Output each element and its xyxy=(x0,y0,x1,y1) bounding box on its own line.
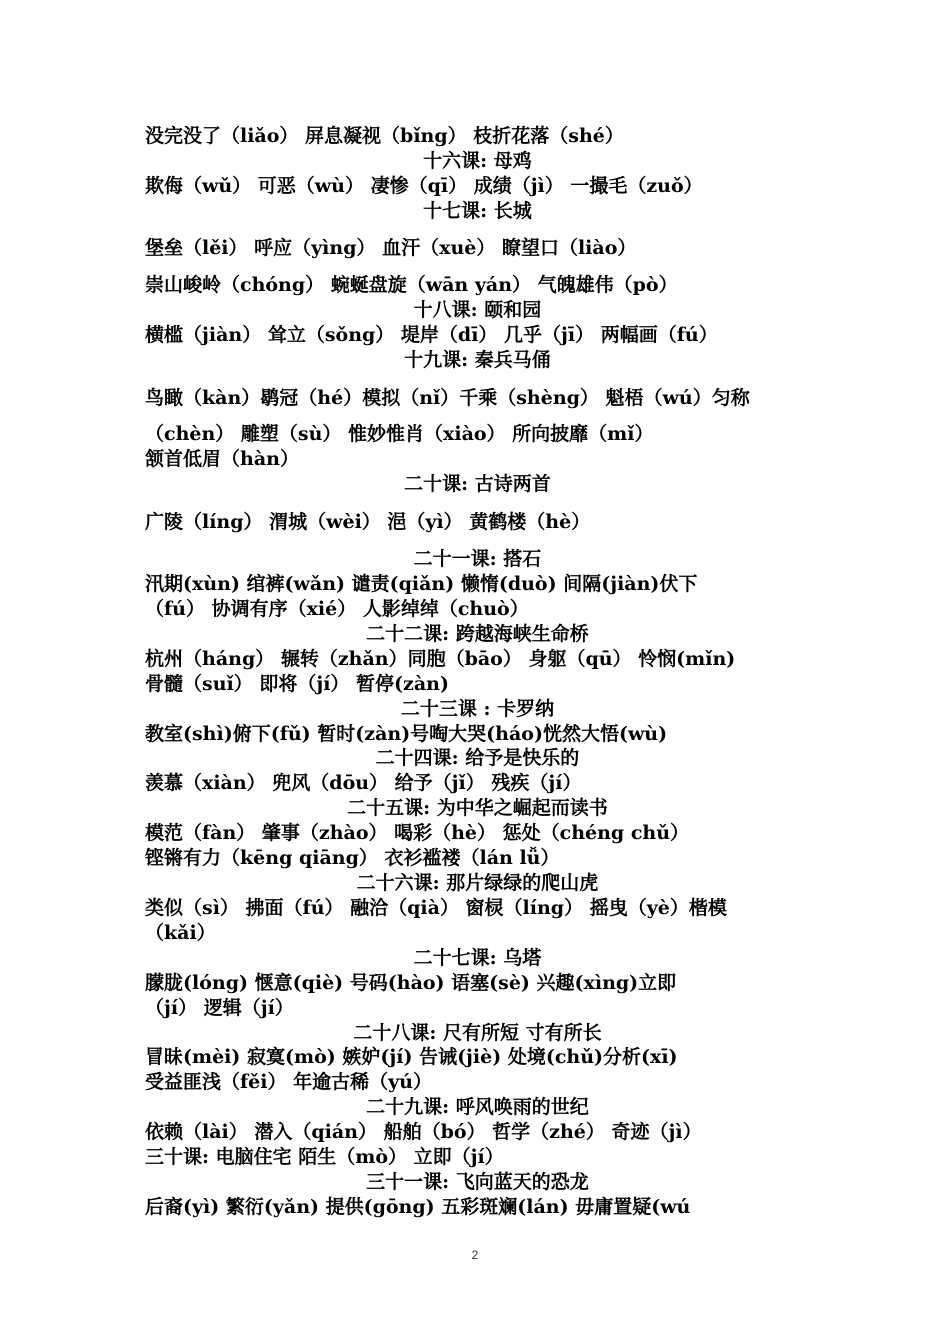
text-line: 没完没了（liǎo） 屏息凝视（bǐng） 枝折花落（shé） xyxy=(145,125,624,147)
text-line: （kǎi） xyxy=(145,922,216,944)
text-line: （chèn） 雕塑（sù） 惟妙惟肖（xiào） 所向披靡（mǐ） xyxy=(145,423,654,445)
text-line: 类似（sì） 拂面（fú） 融洽（qià） 窗棂（líng） 摇曳（yè）楷模 xyxy=(145,897,727,919)
text-line: 鸟瞰（kàn）鹖冠（hé）模拟（nǐ）千乘（shèng） 魁梧（wú）匀称 xyxy=(145,387,750,409)
page-number: 2 xyxy=(471,1248,479,1262)
text-line: 羡慕（xiàn） 兜风（dōu） 给予（jǐ） 残疾（jí） xyxy=(145,772,582,794)
lesson-heading: 十七课: 长城 xyxy=(423,200,532,222)
text-line: 堡垒（lěi） 呼应（yìng） 血汗（xuè） 瞭望口（liào） xyxy=(145,237,637,259)
lesson-heading: 二十四课: 给予是快乐的 xyxy=(375,747,580,769)
text-line: 颔首低眉（hàn） xyxy=(145,448,299,470)
lesson-heading: 二十二课: 跨越海峡生命桥 xyxy=(366,623,589,645)
text-line: 后裔(yì) 繁衍(yǎn) 提供(gōng) 五彩斑斓(lán) 毋庸置疑(wú xyxy=(145,1196,691,1218)
lesson-heading: 十六课: 母鸡 xyxy=(423,150,532,172)
text-line: 依赖（lài） 潜入（qián） 船舶（bó） 哲学（zhé） 奇迹（jì） xyxy=(145,1121,702,1143)
lesson-heading: 二十八课: 尺有所短 寸有所长 xyxy=(353,1022,602,1044)
lesson-heading: 二十一课: 搭石 xyxy=(413,548,542,570)
text-line: 三十课: 电脑住宅 陌生（mò） 立即（jí） xyxy=(145,1146,504,1168)
text-line: 骨髓（suǐ） 即将（jí） 暂停(zàn) xyxy=(145,673,449,695)
text-line: 教室(shì)俯下(fǔ) 暂时(zàn)号啕大哭(háo)恍然大悟(wù) xyxy=(145,723,668,745)
lesson-heading: 二十五课: 为中华之崛起而读书 xyxy=(347,797,608,819)
text-line: （jí） 逻辑（jí） xyxy=(145,997,294,1019)
text-line: 模范（fàn） 肇事（zhào） 喝彩（hè） 惩处（chéng chǔ） xyxy=(145,822,690,844)
lesson-heading: 十九课: 秦兵马俑 xyxy=(404,349,551,371)
text-line: 欺侮（wǔ） 可恶（wù） 凄惨（qī） 成绩（jì） 一撮毛（zuǒ） xyxy=(145,175,703,197)
text-line: 广陵（líng） 渭城（wèi） 浥（yì） 黄鹤楼（hè） xyxy=(145,511,591,533)
text-line: 崇山峻岭（chóng） 蜿蜒盘旋（wān yán） 气魄雄伟（pò） xyxy=(145,274,678,296)
lesson-heading: 十八课: 颐和园 xyxy=(413,299,542,321)
lesson-heading: 三十一课: 飞向蓝天的恐龙 xyxy=(366,1171,589,1193)
lesson-heading: 二十七课: 乌塔 xyxy=(413,947,542,969)
lesson-heading: 二十六课: 那片绿绿的爬山虎 xyxy=(356,872,599,894)
text-line: 受益匪浅（fěi） 年逾古稀（yú） xyxy=(145,1071,432,1093)
lesson-heading: 二十三课 : 卡罗纳 xyxy=(400,698,555,720)
text-line: 朦胧(lóng) 惬意(qiè) 号码(hào) 语塞(sè) 兴趣(xìng)立即 xyxy=(145,972,677,994)
lesson-heading: 二十课: 古诗两首 xyxy=(404,473,551,495)
text-line: 杭州（háng） 辗转（zhǎn）同胞（bāo） 身躯（qū） 怜悯(mǐn) xyxy=(145,648,736,670)
text-line: 汛期(xùn) 绾裤(wǎn) 谴责(qiǎn) 懒惰(duò) 间隔(jiàn)伏下 xyxy=(145,573,698,595)
text-line: 横槛（jiàn） 耸立（sǒng） 堤岸（dī） 几乎（jī） 两幅画（fú） xyxy=(145,324,718,346)
text-line: 冒昧(mèi) 寂寞(mò) 嫉妒(jí) 告诫(jiè) 处境(chǔ)分析(xī) xyxy=(145,1046,678,1068)
text-line: （fú） 协调有序（xié） 人影绰绰（chuò） xyxy=(145,598,529,620)
text-line: 铿锵有力（kēng qiāng） 衣衫褴褛（lán lǚ） xyxy=(145,847,560,869)
lesson-heading: 二十九课: 呼风唤雨的世纪 xyxy=(366,1096,589,1118)
